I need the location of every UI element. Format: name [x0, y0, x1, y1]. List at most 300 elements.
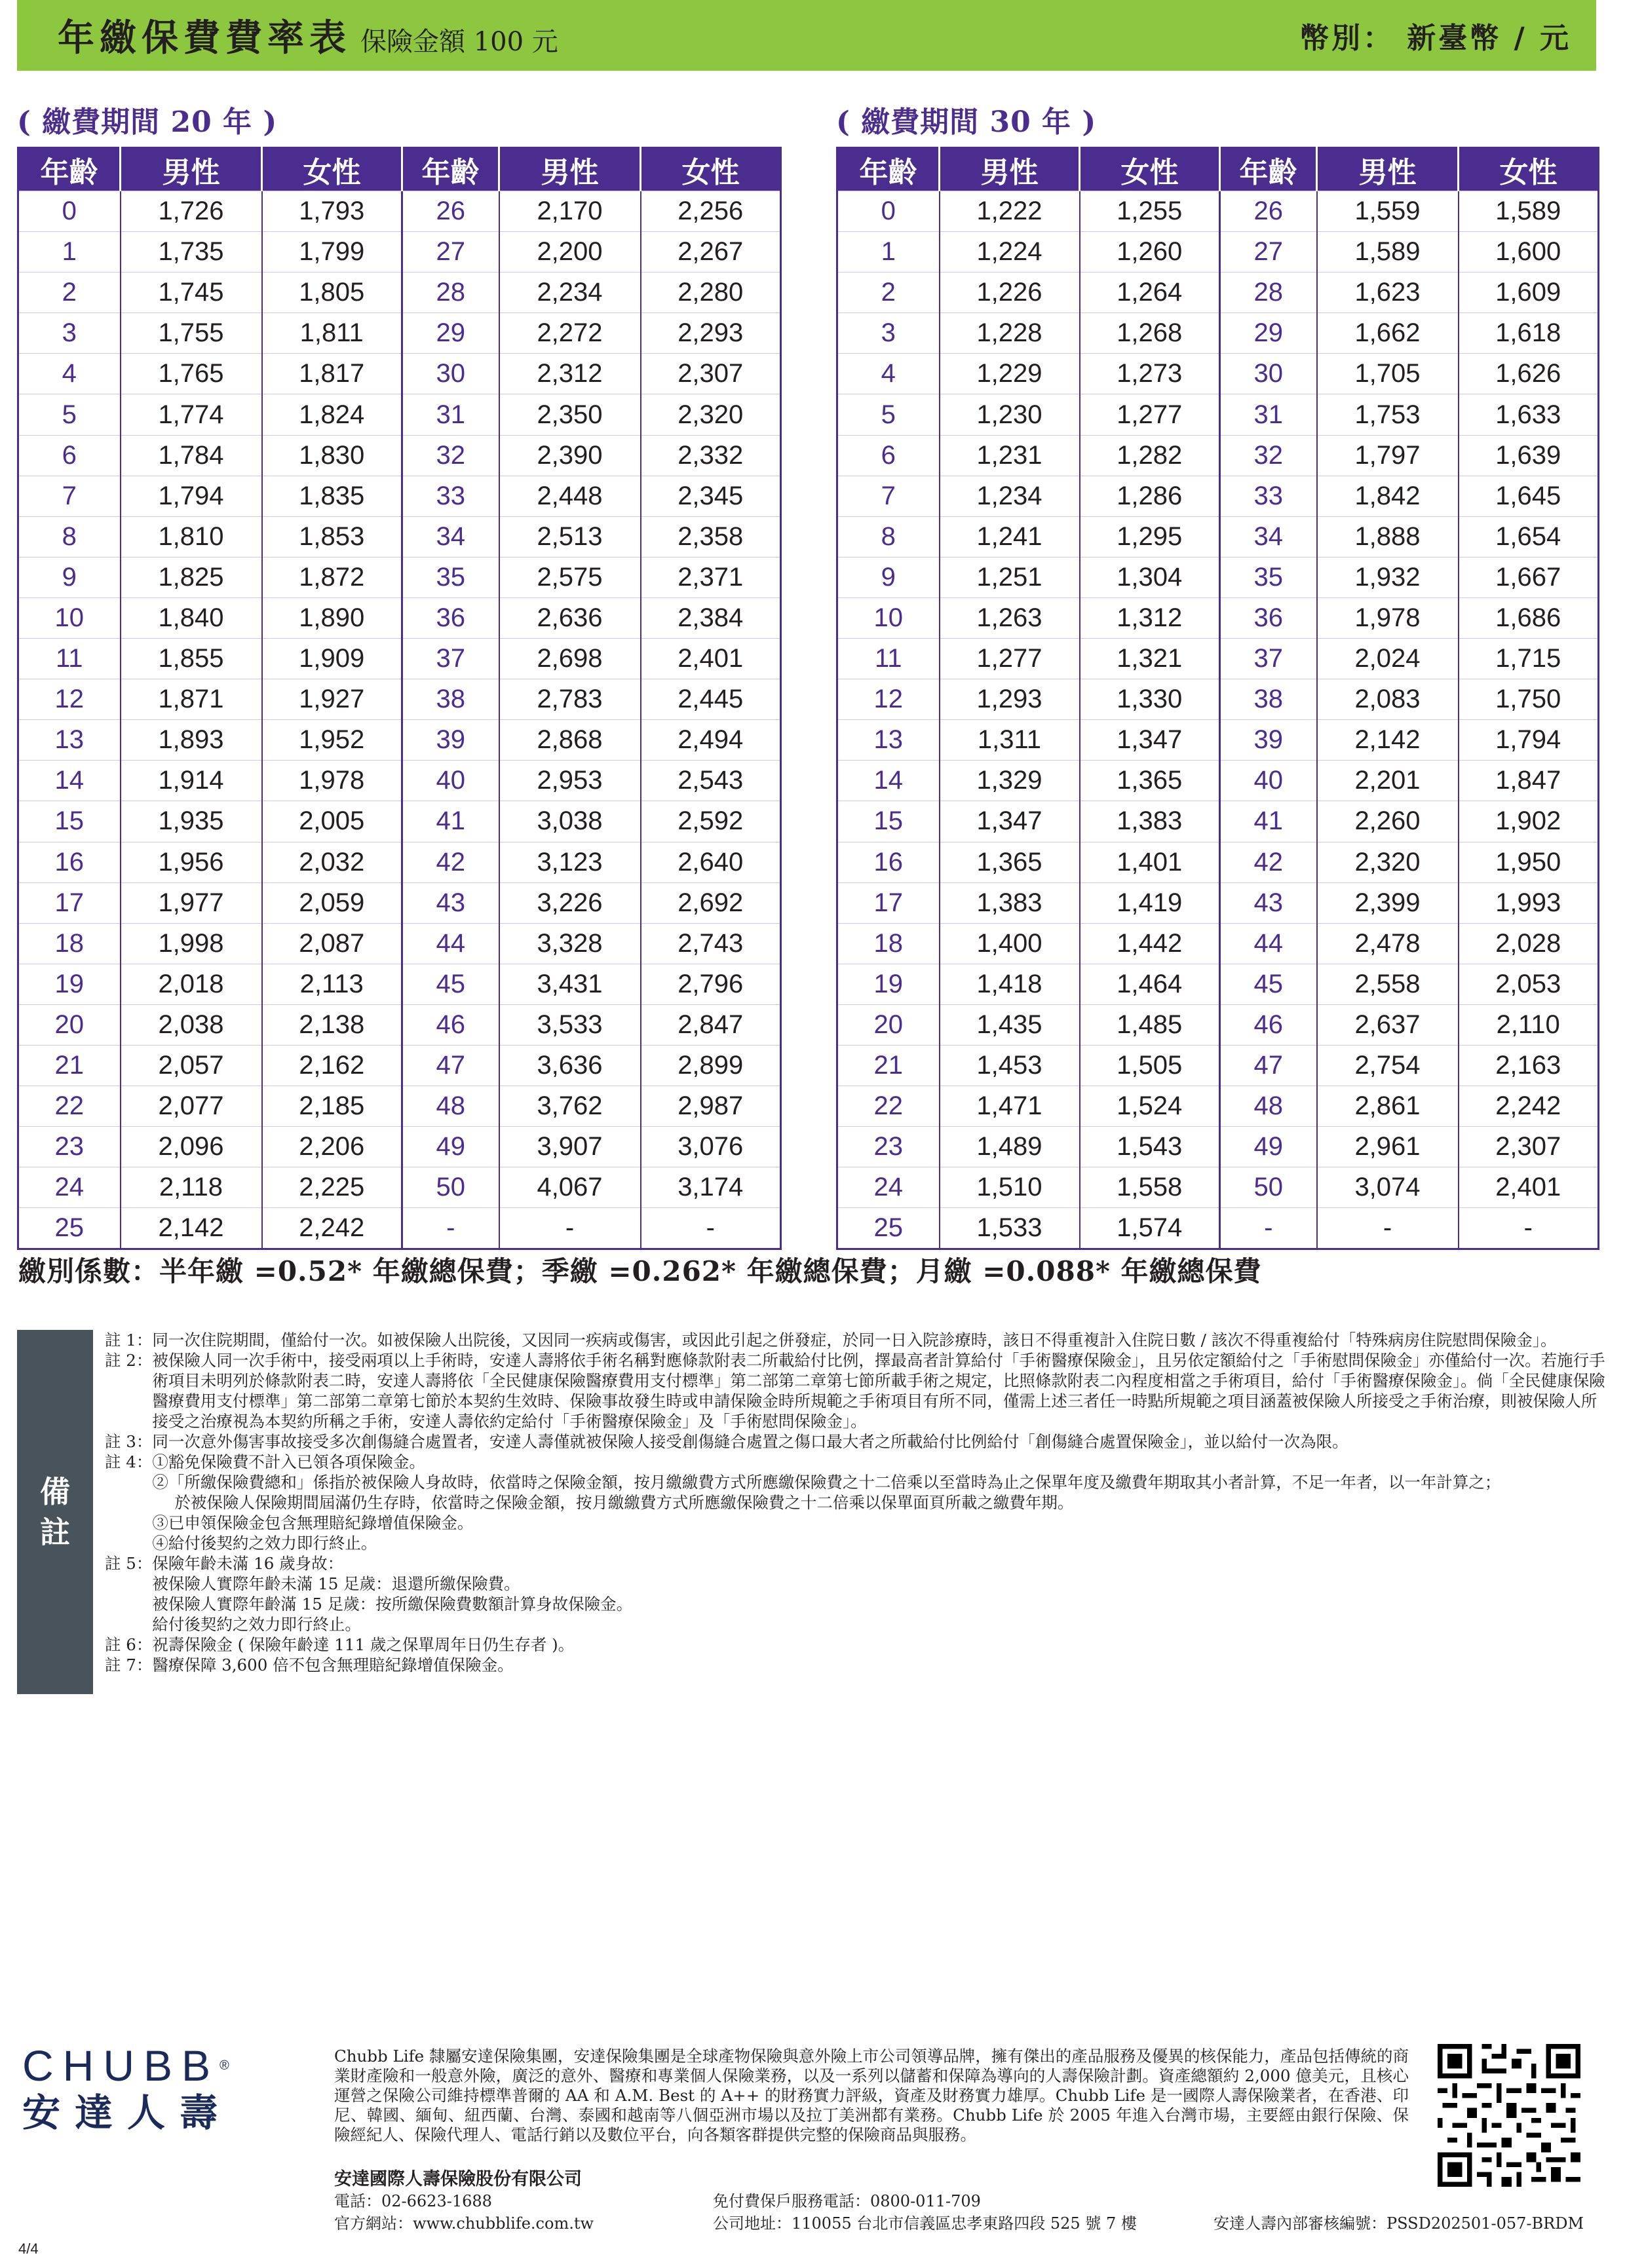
table-row	[18, 557, 781, 597]
note-line: 於被保險人保險期間屆滿仍生存時，依當時之保險金額，按月繳繳費方式所應繳保險費之十二倍乘以保單面頁所載之繳費年期。	[174, 1493, 1074, 1512]
note-label: 註 3：	[105, 1432, 153, 1451]
age-cell: 13	[837, 720, 940, 761]
male-rate-cell: 3,636	[499, 1045, 641, 1086]
female-rate-cell: 1,799	[262, 232, 402, 273]
female-rate-cell: 2,059	[262, 882, 402, 923]
male-rate-cell: 1,277	[940, 639, 1080, 679]
male-rate-cell: 3,431	[499, 964, 641, 1004]
note-line: 醫療保障 3,600 倍不包含無理賠紀錄增值保險金。	[152, 1655, 514, 1674]
female-rate-cell: 1,286	[1080, 476, 1220, 516]
note-body	[152, 1330, 1607, 1350]
age-cell: 1	[18, 232, 121, 273]
age-cell: 0	[18, 191, 121, 232]
rate-table-20y	[17, 147, 782, 1250]
male-rate-cell: 1,705	[1317, 354, 1459, 394]
male-rate-cell: 1,234	[940, 476, 1080, 516]
male-rate-cell: 2,118	[121, 1167, 262, 1208]
review-code: 安達人壽內部審核編號：PSSD202501-057-BRDM	[1214, 2214, 1584, 2233]
age-cell: 45	[402, 964, 499, 1004]
table-row	[837, 761, 1599, 801]
female-rate-cell: 2,242	[262, 1208, 402, 1249]
age-cell: 32	[1220, 435, 1317, 476]
age-cell: 4	[18, 354, 121, 394]
female-rate-cell: 1,505	[1080, 1045, 1220, 1086]
table-row	[837, 1086, 1599, 1127]
age-cell: 24	[837, 1167, 940, 1208]
female-rate-cell: 1,978	[262, 761, 402, 801]
table-row	[837, 842, 1599, 882]
female-rate-cell: 1,618	[1459, 313, 1599, 354]
age-cell: 40	[402, 761, 499, 801]
male-rate-cell: 2,861	[1317, 1086, 1459, 1127]
female-rate-cell: 1,589	[1459, 191, 1599, 232]
male-rate-cell: 2,399	[1317, 882, 1459, 923]
female-rate-cell: 1,442	[1080, 923, 1220, 964]
age-cell: 27	[402, 232, 499, 273]
currency-label: 幣別： 新臺幣 / 元	[1299, 22, 1571, 55]
age-cell: 6	[18, 435, 121, 476]
male-rate-cell: 2,961	[1317, 1127, 1459, 1167]
male-rate-cell: 1,745	[121, 273, 262, 313]
table-row	[837, 639, 1599, 679]
table-row	[837, 923, 1599, 964]
female-rate-cell: 1,633	[1459, 394, 1599, 435]
female-rate-cell: 1,626	[1459, 354, 1599, 394]
female-rate-cell: 1,805	[262, 273, 402, 313]
note-line: 給付後契約之效力即行終止。	[152, 1615, 361, 1634]
age-cell: 10	[18, 597, 121, 638]
title-main: 年繳保費費率表	[58, 16, 351, 60]
note-line: 同一次住院期間，僅給付一次。如被保險人出院後，又因同一疾病或傷害，或因此引起之併發症，於同一日入院診療時，該日不得重複計入住院日數 / 該次不得重複給付「特殊病房住院慰問保險金」。	[152, 1331, 1557, 1350]
male-rate-cell: 2,448	[499, 476, 641, 516]
female-rate-cell: 2,592	[641, 801, 781, 842]
column-header: 年齡	[1220, 148, 1317, 191]
website-link[interactable]: 官方網站：www.chubblife.com.tw	[334, 2214, 594, 2233]
age-cell: 5	[837, 394, 940, 435]
age-cell: 47	[1220, 1045, 1317, 1086]
age-cell: 14	[837, 761, 940, 801]
male-rate-cell: 2,077	[121, 1086, 262, 1127]
age-cell: 32	[402, 435, 499, 476]
age-cell: 3	[18, 313, 121, 354]
table-row	[837, 476, 1599, 516]
male-rate-cell: 2,201	[1317, 761, 1459, 801]
note-body	[152, 1431, 1607, 1452]
age-cell: 22	[837, 1086, 940, 1127]
female-rate-cell: 1,277	[1080, 394, 1220, 435]
male-rate-cell: 1,810	[121, 516, 262, 557]
age-cell: 33	[402, 476, 499, 516]
table-row	[837, 882, 1599, 923]
table-row	[18, 1086, 781, 1127]
female-rate-cell: 1,260	[1080, 232, 1220, 273]
age-cell: 24	[18, 1167, 121, 1208]
female-rate-cell: 1,835	[262, 476, 402, 516]
note-label: 註 5：	[105, 1554, 153, 1573]
table-row	[837, 1127, 1599, 1167]
table-row	[837, 354, 1599, 394]
male-rate-cell: 1,533	[940, 1208, 1080, 1249]
male-rate-cell: 1,855	[121, 639, 262, 679]
column-header: 年齡	[837, 148, 940, 191]
female-rate-cell: 3,076	[641, 1127, 781, 1167]
male-rate-cell: 2,018	[121, 964, 262, 1004]
female-rate-cell: 2,320	[641, 394, 781, 435]
table-row	[18, 232, 781, 273]
column-header: 男性	[1317, 148, 1459, 191]
note-item	[105, 1350, 1607, 1431]
male-rate-cell: 2,513	[499, 516, 641, 557]
female-rate-cell: 2,358	[641, 516, 781, 557]
age-cell: 27	[1220, 232, 1317, 273]
female-rate-cell: 1,909	[262, 639, 402, 679]
age-cell: 11	[18, 639, 121, 679]
age-cell: 37	[1220, 639, 1317, 679]
table-row	[837, 679, 1599, 720]
female-rate-cell: 2,138	[262, 1004, 402, 1045]
qr-code-icon[interactable]	[1438, 2044, 1580, 2187]
table-row	[18, 882, 781, 923]
note-item	[105, 1431, 1607, 1452]
age-cell: 1	[837, 232, 940, 273]
table-row	[18, 476, 781, 516]
age-cell: 9	[837, 557, 940, 597]
female-rate-cell: 1,715	[1459, 639, 1599, 679]
age-cell: 49	[1220, 1127, 1317, 1167]
age-cell: -	[402, 1208, 499, 1249]
female-rate-cell: 1,993	[1459, 882, 1599, 923]
title-subtitle: 保險金額 100 元	[360, 27, 558, 57]
table-header-row	[837, 148, 1599, 191]
note-line: 被保險人實際年齡未滿 15 足歲：退還所繳保險費。	[152, 1574, 520, 1593]
note-label: 註 1：	[105, 1331, 153, 1350]
female-rate-cell: 2,280	[641, 273, 781, 313]
female-rate-cell: 1,268	[1080, 313, 1220, 354]
male-rate-cell: 1,662	[1317, 313, 1459, 354]
male-rate-cell: 2,170	[499, 191, 641, 232]
female-rate-cell: 2,307	[641, 354, 781, 394]
note-line: 祝壽保險金 ( 保險年齡達 111 歲之保單周年日仍生存者 )。	[152, 1635, 575, 1654]
female-rate-cell: 2,384	[641, 597, 781, 638]
male-rate-cell: 1,347	[940, 801, 1080, 842]
age-cell: 25	[837, 1208, 940, 1249]
age-cell: 2	[18, 273, 121, 313]
female-rate-cell: 2,242	[1459, 1086, 1599, 1127]
male-rate-cell: 1,978	[1317, 597, 1459, 638]
female-rate-cell: 3,174	[641, 1167, 781, 1208]
note-line: 同一次意外傷害事故接受多次創傷縫合處置者，安達人壽僅就被保險人接受創傷縫合處置之傷口最大者之所載給付比例給付「創傷縫合處置保險金」，並以給付一次為限。	[152, 1432, 1348, 1451]
male-rate-cell: 1,935	[121, 801, 262, 842]
age-cell: 20	[837, 1004, 940, 1045]
male-rate-cell: 2,754	[1317, 1045, 1459, 1086]
table-row	[18, 313, 781, 354]
male-rate-cell: 2,312	[499, 354, 641, 394]
male-rate-cell: 1,977	[121, 882, 262, 923]
male-rate-cell: 1,998	[121, 923, 262, 964]
age-cell: 46	[1220, 1004, 1317, 1045]
age-cell: 41	[402, 801, 499, 842]
female-rate-cell: 1,686	[1459, 597, 1599, 638]
female-rate-cell: 1,312	[1080, 597, 1220, 638]
male-rate-cell: 1,765	[121, 354, 262, 394]
age-cell: 40	[1220, 761, 1317, 801]
male-rate-cell: 1,329	[940, 761, 1080, 801]
female-rate-cell: 1,304	[1080, 557, 1220, 597]
age-cell: 44	[402, 923, 499, 964]
male-rate-cell: 1,365	[940, 842, 1080, 882]
age-cell: 44	[1220, 923, 1317, 964]
note-body	[152, 1553, 1607, 1635]
table-row	[18, 801, 781, 842]
male-rate-cell: 1,840	[121, 597, 262, 638]
age-cell: 2	[837, 273, 940, 313]
table-row	[837, 394, 1599, 435]
note-label: 註 2：	[105, 1351, 153, 1370]
male-rate-cell: 1,453	[940, 1045, 1080, 1086]
age-cell: 23	[837, 1127, 940, 1167]
male-rate-cell: 2,637	[1317, 1004, 1459, 1045]
age-cell: 17	[837, 882, 940, 923]
male-rate-cell: 1,241	[940, 516, 1080, 557]
male-rate-cell: 3,226	[499, 882, 641, 923]
male-rate-cell: 2,698	[499, 639, 641, 679]
male-rate-cell: 1,230	[940, 394, 1080, 435]
male-rate-cell: 1,228	[940, 313, 1080, 354]
table-row	[18, 1208, 781, 1249]
age-cell: 7	[18, 476, 121, 516]
notes-section	[105, 1330, 1607, 1675]
age-cell: 14	[18, 761, 121, 801]
female-rate-cell: 1,654	[1459, 516, 1599, 557]
age-cell: 12	[837, 679, 940, 720]
age-cell: 8	[837, 516, 940, 557]
age-cell: 9	[18, 557, 121, 597]
female-rate-cell: 1,645	[1459, 476, 1599, 516]
age-cell: 26	[1220, 191, 1317, 232]
age-cell: 45	[1220, 964, 1317, 1004]
male-rate-cell: 1,797	[1317, 435, 1459, 476]
female-rate-cell: 1,824	[262, 394, 402, 435]
female-rate-cell: 1,600	[1459, 232, 1599, 273]
age-cell: 30	[1220, 354, 1317, 394]
table-row	[837, 273, 1599, 313]
age-cell: 50	[1220, 1167, 1317, 1208]
female-rate-cell: 2,225	[262, 1167, 402, 1208]
female-rate-cell: 1,282	[1080, 435, 1220, 476]
female-rate-cell: 1,524	[1080, 1086, 1220, 1127]
male-rate-cell: 1,623	[1317, 273, 1459, 313]
female-rate-cell: 2,110	[1459, 1004, 1599, 1045]
female-rate-cell: 1,667	[1459, 557, 1599, 597]
age-cell: 4	[837, 354, 940, 394]
male-rate-cell: 1,794	[121, 476, 262, 516]
age-cell: 21	[837, 1045, 940, 1086]
note-line: 被保險人實際年齡滿 15 足歲：按所繳保險費數額計算身故保險金。	[152, 1595, 633, 1614]
logo-wordmark: CHUBB®	[22, 2041, 229, 2090]
male-rate-cell: 1,435	[940, 1004, 1080, 1045]
table-row	[837, 964, 1599, 1004]
male-rate-cell: -	[1317, 1208, 1459, 1249]
female-rate-cell: 1,750	[1459, 679, 1599, 720]
female-rate-cell: 2,256	[641, 191, 781, 232]
female-rate-cell: 1,793	[262, 191, 402, 232]
male-rate-cell: 2,083	[1317, 679, 1459, 720]
female-rate-cell: 2,206	[262, 1127, 402, 1167]
female-rate-cell: 2,401	[1459, 1167, 1599, 1208]
male-rate-cell: 2,096	[121, 1127, 262, 1167]
age-cell: 34	[1220, 516, 1317, 557]
table-label-20y: ( 繳費期間 20 年 )	[17, 105, 278, 139]
age-cell: 12	[18, 679, 121, 720]
column-header: 男性	[499, 148, 641, 191]
male-rate-cell: 1,559	[1317, 191, 1459, 232]
age-cell: 41	[1220, 801, 1317, 842]
age-cell: 28	[402, 273, 499, 313]
age-cell: 42	[402, 842, 499, 882]
male-rate-cell: 2,024	[1317, 639, 1459, 679]
note-item	[105, 1635, 1607, 1655]
female-rate-cell: 1,273	[1080, 354, 1220, 394]
note-line: ④給付後契約之效力即行終止。	[152, 1534, 377, 1553]
table-row	[837, 1004, 1599, 1045]
age-cell: 17	[18, 882, 121, 923]
age-cell: 49	[402, 1127, 499, 1167]
female-rate-cell: 1,952	[262, 720, 402, 761]
female-rate-cell: 2,640	[641, 842, 781, 882]
female-rate-cell: 1,347	[1080, 720, 1220, 761]
age-cell: 15	[837, 801, 940, 842]
female-rate-cell: 2,267	[641, 232, 781, 273]
male-rate-cell: 1,735	[121, 232, 262, 273]
column-header: 男性	[940, 148, 1080, 191]
male-rate-cell: 1,871	[121, 679, 262, 720]
male-rate-cell: -	[499, 1208, 641, 1249]
age-cell: -	[1220, 1208, 1317, 1249]
table-row	[837, 1208, 1599, 1249]
female-rate-cell: 1,927	[262, 679, 402, 720]
company-name: 安達國際人壽保險股份有限公司	[334, 2169, 582, 2189]
note-item	[105, 1330, 1607, 1350]
male-rate-cell: 1,383	[940, 882, 1080, 923]
female-rate-cell: 2,445	[641, 679, 781, 720]
table-row	[18, 1167, 781, 1208]
female-rate-cell: 2,332	[641, 435, 781, 476]
female-rate-cell: 1,811	[262, 313, 402, 354]
column-header: 女性	[641, 148, 781, 191]
table-row	[18, 923, 781, 964]
note-body	[152, 1635, 1607, 1655]
male-rate-cell: 2,234	[499, 273, 641, 313]
age-cell: 10	[837, 597, 940, 638]
note-line: ①豁免保險費不計入已領各項保險金。	[152, 1452, 425, 1471]
chubb-logo	[22, 2043, 271, 2137]
table-row	[18, 679, 781, 720]
age-cell: 50	[402, 1167, 499, 1208]
male-rate-cell: 1,311	[940, 720, 1080, 761]
male-rate-cell: 1,263	[940, 597, 1080, 638]
female-rate-cell: 2,987	[641, 1086, 781, 1127]
age-cell: 5	[18, 394, 121, 435]
male-rate-cell: 2,057	[121, 1045, 262, 1086]
phone: 電話：02-6623-1688	[334, 2192, 492, 2210]
female-rate-cell: 1,464	[1080, 964, 1220, 1004]
male-rate-cell: 1,471	[940, 1086, 1080, 1127]
female-rate-cell: 1,853	[262, 516, 402, 557]
male-rate-cell: 2,350	[499, 394, 641, 435]
service-phone: 免付費保戶服務電話：0800-011-709	[713, 2192, 981, 2210]
male-rate-cell: 2,038	[121, 1004, 262, 1045]
female-rate-cell: 1,295	[1080, 516, 1220, 557]
male-rate-cell: 2,272	[499, 313, 641, 354]
table-row	[18, 597, 781, 638]
female-rate-cell: 1,401	[1080, 842, 1220, 882]
male-rate-cell: 3,074	[1317, 1167, 1459, 1208]
table-row	[837, 597, 1599, 638]
female-rate-cell: 2,005	[262, 801, 402, 842]
age-cell: 25	[18, 1208, 121, 1249]
male-rate-cell: 2,953	[499, 761, 641, 801]
age-cell: 31	[402, 394, 499, 435]
male-rate-cell: 4,067	[499, 1167, 641, 1208]
note-line: 保險年齡未滿 16 歲身故：	[152, 1554, 344, 1573]
age-cell: 38	[402, 679, 499, 720]
male-rate-cell: 2,478	[1317, 923, 1459, 964]
age-cell: 36	[402, 597, 499, 638]
age-cell: 30	[402, 354, 499, 394]
female-rate-cell: 1,847	[1459, 761, 1599, 801]
male-rate-cell: 3,123	[499, 842, 641, 882]
age-cell: 22	[18, 1086, 121, 1127]
age-cell: 16	[18, 842, 121, 882]
table-label-30y: ( 繳費期間 30 年 )	[836, 105, 1097, 139]
female-rate-cell: 2,743	[641, 923, 781, 964]
male-rate-cell: 1,774	[121, 394, 262, 435]
table-row	[18, 191, 781, 232]
female-rate-cell: 1,574	[1080, 1208, 1220, 1249]
table-row	[18, 639, 781, 679]
female-rate-cell: 2,494	[641, 720, 781, 761]
notes-tab-char: 備	[40, 1474, 70, 1509]
age-cell: 39	[1220, 720, 1317, 761]
age-cell: 29	[1220, 313, 1317, 354]
age-cell: 48	[1220, 1086, 1317, 1127]
male-rate-cell: 2,142	[121, 1208, 262, 1249]
table-row	[18, 761, 781, 801]
age-cell: 11	[837, 639, 940, 679]
female-rate-cell: 1,890	[262, 597, 402, 638]
male-rate-cell: 1,893	[121, 720, 262, 761]
male-rate-cell: 2,320	[1317, 842, 1459, 882]
male-rate-cell: 3,762	[499, 1086, 641, 1127]
female-rate-cell: 2,293	[641, 313, 781, 354]
male-rate-cell: 2,558	[1317, 964, 1459, 1004]
male-rate-cell: 1,932	[1317, 557, 1459, 597]
male-rate-cell: 2,575	[499, 557, 641, 597]
female-rate-cell: 1,794	[1459, 720, 1599, 761]
page-number: 4/4	[18, 2240, 39, 2257]
female-rate-cell: 2,692	[641, 882, 781, 923]
company-address: 公司地址：110055 台北市信義區忠孝東路四段 525 號 7 樓	[713, 2214, 1137, 2233]
table-row	[837, 516, 1599, 557]
note-label: 註 7：	[105, 1655, 153, 1674]
female-rate-cell: 2,053	[1459, 964, 1599, 1004]
table-row	[18, 1127, 781, 1167]
male-rate-cell: 2,200	[499, 232, 641, 273]
age-cell: 15	[18, 801, 121, 842]
female-rate-cell: 1,255	[1080, 191, 1220, 232]
table-row	[837, 801, 1599, 842]
male-rate-cell: 1,293	[940, 679, 1080, 720]
